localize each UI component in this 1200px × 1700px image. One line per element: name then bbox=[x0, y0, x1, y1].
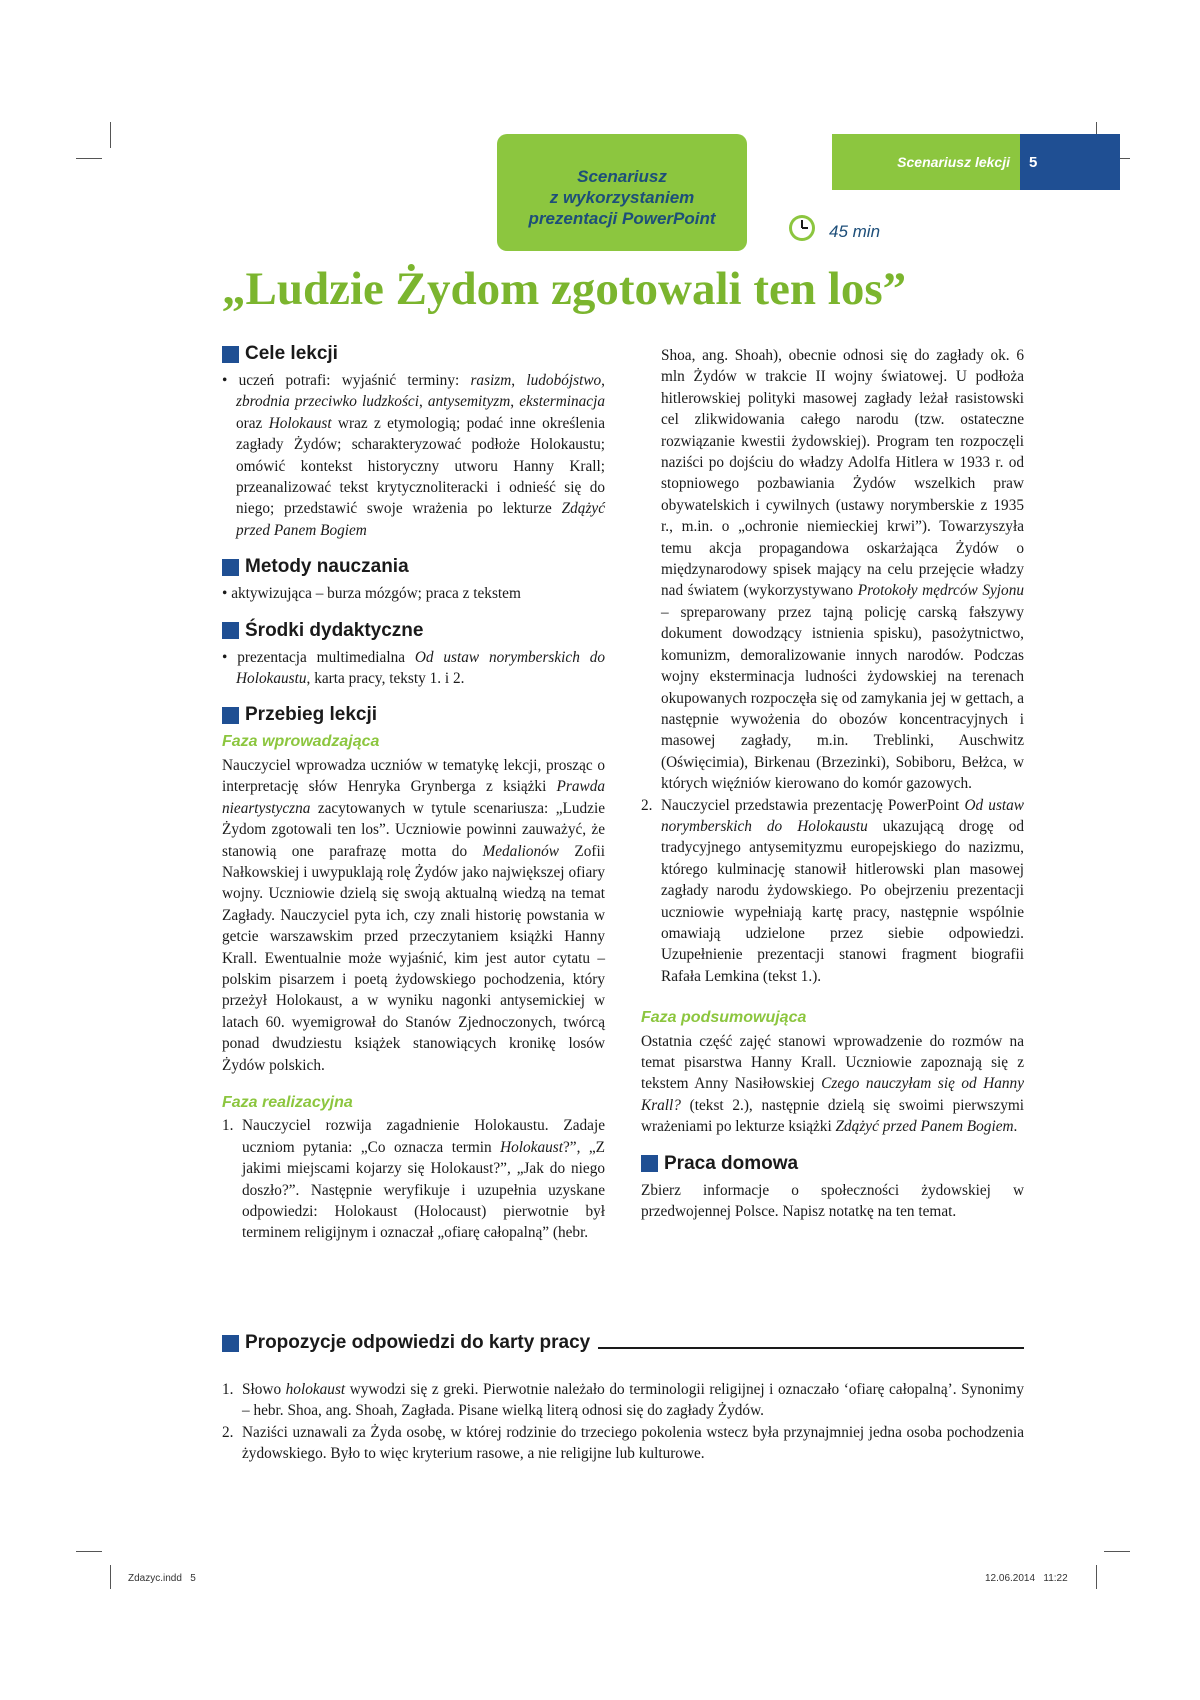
list-item: 1. Słowo holokaust wywodzi się z greki. Pierwotnie należało do terminologii religijnej i oznaczało ‘ofiarę całopalną’. Synonimy – hebr. Shoa, ang. Shoah, Zagłada. Pisane wielką literą odnosi się do zagłady Żydów. bbox=[222, 1381, 1024, 1420]
section-heading bbox=[222, 619, 605, 643]
metody-heading: Metody nauczania bbox=[245, 556, 409, 578]
clock-icon bbox=[787, 213, 817, 243]
crop-mark bbox=[1104, 1551, 1130, 1552]
answers-list bbox=[222, 1379, 1024, 1465]
summary-paragraph: Ostatnia część zajęć stanowi wprowadzenie do rozmów na temat pisarstwa Hanny Krall. Uczniowie zapoznają się z tekstem Anny Nasiłowskiej Czego nauczyłam się od Hanny Krall? (tekst 2.), następnie dzielą się swoimi pierwszymi wrażeniami po lekturze książki Zdążyć przed Panem Bogiem. bbox=[641, 1032, 1024, 1136]
praca-domowa-heading: Praca domowa bbox=[664, 1152, 799, 1174]
running-header-label: Scenariusz lekcji bbox=[832, 134, 1020, 190]
przebieg-heading: Przebieg lekcji bbox=[245, 704, 378, 726]
footer-timestamp: 12.06.2014 11:22 bbox=[985, 1573, 1068, 1584]
metody-bullet: • aktywizująca – burza mózgów; praca z tekstem bbox=[222, 585, 521, 603]
crop-mark bbox=[76, 1551, 102, 1552]
phase-heading: Faza realizacyjna bbox=[222, 1093, 353, 1111]
phase-heading: Faza podsumowująca bbox=[641, 1009, 807, 1027]
square-marker-icon bbox=[222, 707, 239, 724]
homework-text: Zbierz informacje o społeczności żydowskiej w przedwojennej Polsce. Napisz notatkę na ten temat. bbox=[641, 1181, 1024, 1221]
right-column bbox=[641, 345, 1024, 1222]
list-item: 1. Nauczyciel rozwija zagadnienie Holokaustu. Zadaje uczniom pytania: „Co oznacza termin Holokaust?”, „Z jakimi miejscami kojarzy się Holokaust?”, „Jak do niego doszło?”. Następnie weryfikuje i uzupełnia uzyskane odpowiedzi: Holokaust (Holocaust) pierwotnie był terminem religijnym i oznaczał „ofiarę całopalną” (hebr. bbox=[222, 1117, 605, 1242]
duration: 45 min bbox=[829, 222, 881, 241]
list-item: 2. Nauczyciel przedstawia prezentację PowerPoint Od ustaw norymberskich do Holokaustu ukazującą drogę od tradycyjnego antysemityzmu europejskiego do nazizmu, którego kulminację stanowił hitlerowski plan masowej zagłady narodu żydowskiego. Po obejrzeniu prezentacji uczniowie wypełniają kartę pracy, następnie wspólnie omawiają udzielone przez siebie odpowiedzi. Uzupełnienie prezentacji stanowi fragment biografii Rafała Lemkina (tekst 1.). bbox=[641, 796, 1024, 985]
left-column bbox=[222, 342, 605, 1244]
square-marker-icon bbox=[222, 1335, 239, 1352]
square-marker-icon bbox=[222, 559, 239, 576]
intro-paragraph: Nauczyciel wprowadza uczniów w tematykę lekcji, prosząc o interpretację słów Henryka Grynberga z książki Prawda nieartystyczna zacytowanych w tytule scenariusza: „Ludzie Żydom zgotowali ten los”. Uczniowie powinni zauważyć, że stanowią one parafrazę motta do Medalionów Zofii Nałkowskiej i uwypuklają rolę Żydów jako największej ofiary wojny. Uczniowie dzielą się swoją aktualną wiedzą na temat Zagłady. Nauczyciel pyta ich, czy znali historię powstania w getcie warszawskim przed przeczytaniem książki Hanny Krall. Ewentualnie może wyjaśnić, kim jest autor cytatu – polskim pisarzem i poetą żydowskiego pochodzenia, który przeżył Holokaust, a w wyniku nagonki antysemickiej w latach 60. wyemigrował do Stanów Zjednoczonych, twórcą ponad dwudziestu książek stanowiących kronikę losów Żydów polskich. bbox=[222, 756, 605, 1074]
section-heading bbox=[641, 1152, 1024, 1176]
phase-heading: Faza wprowadzająca bbox=[222, 733, 380, 751]
list-item-continuation: Shoa, ang. Shoah), obecnie odnosi się do zagłady ok. 6 mln Żydów w trakcie II wojny światowej. U podłoża hitlerowskiej polityki masowej zagłady leżał rasistowski cel zlikwidowania całego narodu (tzw. ostateczne rozwiązanie kwestii żydowskiej). Program ten rozpoczęli naziści po dojściu do władzy Adolfa Hitlera w 1933 r. od stopniowego pozbawiania Żydów wszelkich praw obywatelskich i cywilnych (ustawy norymberskie z 1935 r., m.in. o „ochronie niemieckiej krwi”). Towarzyszyła temu akcja propagandowa oskarżająca Żydów o międzynarodowy spisek mający na celu przejęcie władzy nad światem (wykorzystywano Protokoły mędrców Syjonu – spreparowany przez tajną policję carską fałszywy dokument dowodzący istnienia spisku), pasożytnictwo, komunizm, demoralizowanie innych narodów. Podczas wojny eksterminacja ludności żydowskiej na terenach okupowanych rozpoczęła się od zamykania jej w gettach, a następnie wywożenia do obozów koncentracyjnych i masowej zagłady, m.in. Treblinki, Auschwitz (Oświęcimia), Birkenau (Brzezinki), Sobiboru, Bełżca, w których więźniów kierowano do komór gazowych. bbox=[661, 347, 1025, 793]
page-number: 5 bbox=[1020, 134, 1120, 190]
heading-rule bbox=[598, 1347, 1024, 1349]
cele-bullet: • uczeń potrafi: wyjaśnić terminy: rasizm, ludobójstwo, zbrodnia przeciwko ludzkości, antysemityzm, eksterminacja oraz Holokaust wraz z etymologią; podać inne określenia zagłady Żydów; scharakteryzować podłoże Holokaustu; omówić kontekst historyczny utworu Hanny Krall; przeanalizować tekst krytycznoliteracki i odnieść się do niego; przedstawić swoje wrażenia po lekturze Zdążyć przed Panem Bogiem bbox=[222, 372, 605, 539]
cele-heading: Cele lekcji bbox=[245, 343, 338, 364]
page-title: „Ludzie Żydom zgotowali ten los” bbox=[222, 263, 907, 315]
list-item: 2. Naziści uznawali za Żyda osobę, w której rodzinie do trzeciego pokolenia wstecz była przynajmniej jedna osoba pochodzenia żydowskiego. Było to więc kryterium rasowe, a nie religijne lub kulturowe. bbox=[222, 1423, 1024, 1463]
section-heading bbox=[222, 703, 605, 727]
crop-mark bbox=[1096, 1565, 1097, 1589]
square-marker-icon bbox=[222, 622, 239, 639]
scenario-line-1: Scenariusz bbox=[577, 167, 667, 186]
section-heading bbox=[222, 1332, 1024, 1354]
scenario-line-3: prezentacji PowerPoint bbox=[528, 209, 716, 228]
footer-file: Zdazyc.indd 5 bbox=[128, 1573, 196, 1584]
propozycje-heading: Propozycje odpowiedzi do karty pracy bbox=[245, 1332, 591, 1353]
scenario-box bbox=[497, 134, 747, 251]
crop-mark bbox=[110, 122, 111, 148]
crop-mark bbox=[76, 158, 102, 159]
srodki-bullet: • prezentacja multimedialna Od ustaw norymberskich do Holokaustu, karta pracy, teksty 1. i 2. bbox=[222, 648, 605, 688]
square-marker-icon bbox=[222, 346, 239, 363]
square-marker-icon bbox=[641, 1155, 658, 1172]
section-heading bbox=[222, 342, 605, 366]
srodki-heading: Środki dydaktyczne bbox=[245, 619, 424, 641]
scenario-line-2: z wykorzystaniem bbox=[549, 188, 695, 207]
crop-mark bbox=[110, 1565, 111, 1589]
section-heading bbox=[222, 555, 605, 579]
